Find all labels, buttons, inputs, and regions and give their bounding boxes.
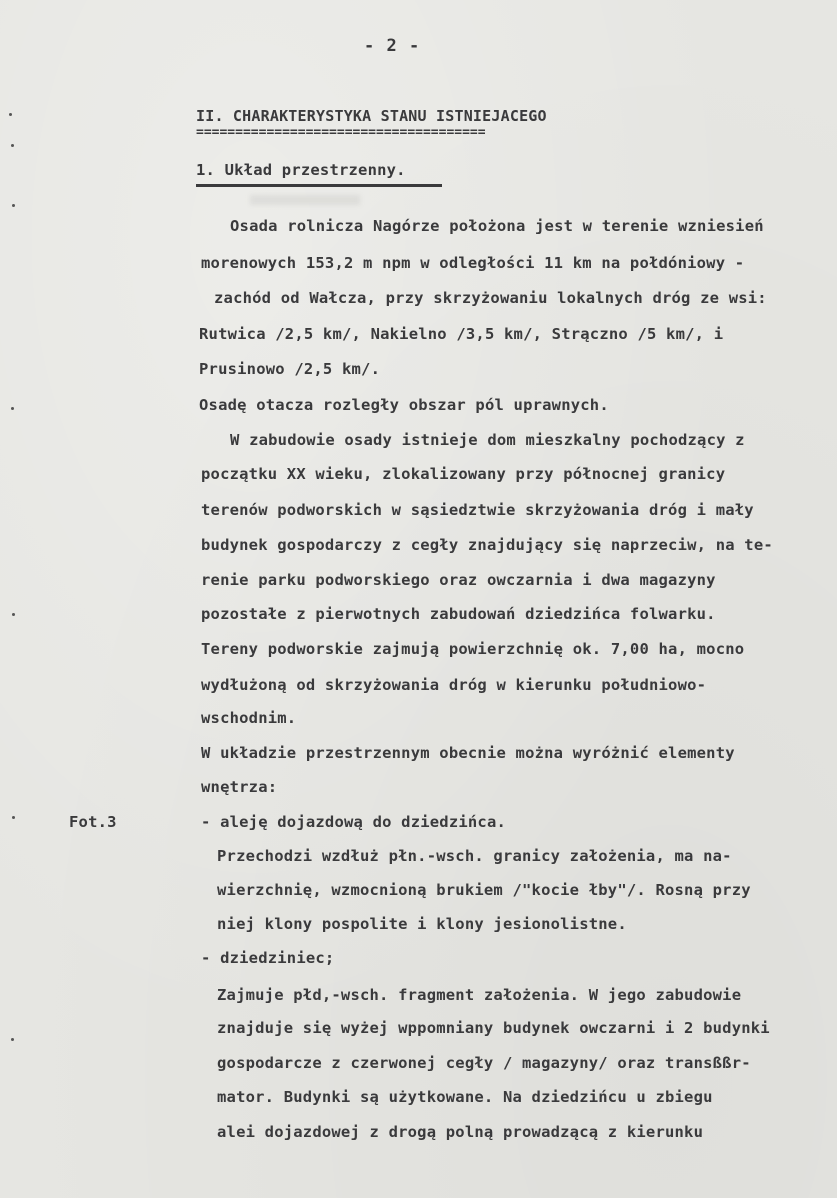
text-line: gospodarcze z czerwonej cegły / magazyny/ oraz transßßr-: [217, 1054, 751, 1072]
margin-dot: [12, 204, 15, 207]
text-line: budynek gospodarczy z cegły znajdujący się naprzeciw, na te-: [201, 536, 773, 554]
text-line: W zabudowie osady istnieje dom mieszkalny pochodzący z: [230, 431, 745, 449]
text-line: wydłużoną od skrzyżowania dróg w kierunku południowo-: [201, 676, 707, 694]
text-line: - dziedziniec;: [201, 949, 335, 967]
text-line: niej klony pospolite i klony jesionolistne.: [217, 915, 627, 933]
text-line: - aleję dojazdową do dziedzińca.: [201, 813, 507, 831]
text-line: Osada rolnicza Nagórze położona jest w terenie wzniesień: [230, 217, 764, 235]
heading-double-rule: =====================================: [196, 128, 486, 138]
text-line: Zajmuje płd,-wsch. fragment założenia. W jego zabudowie: [217, 986, 742, 1004]
text-line: pozostałe z pierwotnych zabudowań dziedzińca folwarku.: [201, 605, 716, 623]
margin-dot: [11, 407, 14, 410]
section-heading: II. CHARAKTERYSTYKA STANU ISTNIEJACEGO: [196, 107, 547, 125]
margin-dot: [12, 816, 15, 819]
margin-dot: [11, 144, 14, 147]
text-line: znajduje się wyżej wppomniany budynek owczarni i 2 budynki: [217, 1019, 770, 1037]
text-line: alei dojazdowej z drogą polną prowadzącą z kierunku: [217, 1123, 704, 1141]
text-line: Osadę otacza rozległy obszar pól uprawnych.: [199, 396, 609, 414]
text-line: wierzchnię, wzmocnioną brukiem /"kocie łby"/. Rosną przy: [217, 881, 751, 899]
margin-dot: [11, 1038, 14, 1041]
text-line: Rutwica /2,5 km/, Nakielno /3,5 km/, Strączno /5 km/, i: [199, 325, 724, 343]
text-line: renie parku podworskiego oraz owczarnia i dwa magazyny: [201, 571, 716, 589]
text-line: Prusinowo /2,5 km/.: [199, 360, 381, 378]
subheading: 1. Układ przestrzenny.: [196, 161, 406, 179]
text-line: wschodnim.: [201, 709, 297, 727]
paper-smudge: [250, 195, 360, 205]
text-line: zachód od Wałcza, przy skrzyżowaniu lokalnych dróg ze wsi:: [214, 289, 767, 307]
text-line: Tereny podworskie zajmują powierzchnię ok. 7,00 ha, mocno: [201, 640, 745, 658]
text-line: W układzie przestrzennym obecnie można wyróżnić elementy: [201, 744, 735, 762]
text-line: początku XX wieku, zlokalizowany przy północnej granicy: [201, 465, 726, 483]
subheading-underline: [196, 184, 442, 187]
text-line: wnętrza:: [201, 778, 278, 796]
margin-dot: [12, 613, 15, 616]
text-line: morenowych 153,2 m npm w odległości 11 km na połdóniowy -: [201, 254, 745, 272]
text-line: mator. Budynki są użytkowane. Na dziedzińcu u zbiegu: [217, 1088, 713, 1106]
text-line: Przechodzi wzdłuż płn.-wsch. granicy założenia, ma na-: [217, 847, 732, 865]
margin-dot: [9, 113, 12, 116]
page-number: - 2 -: [364, 36, 421, 56]
margin-note: Fot.3: [69, 813, 117, 831]
text-line: terenów podworskich w sąsiedztwie skrzyżowania dróg i mały: [201, 501, 754, 519]
